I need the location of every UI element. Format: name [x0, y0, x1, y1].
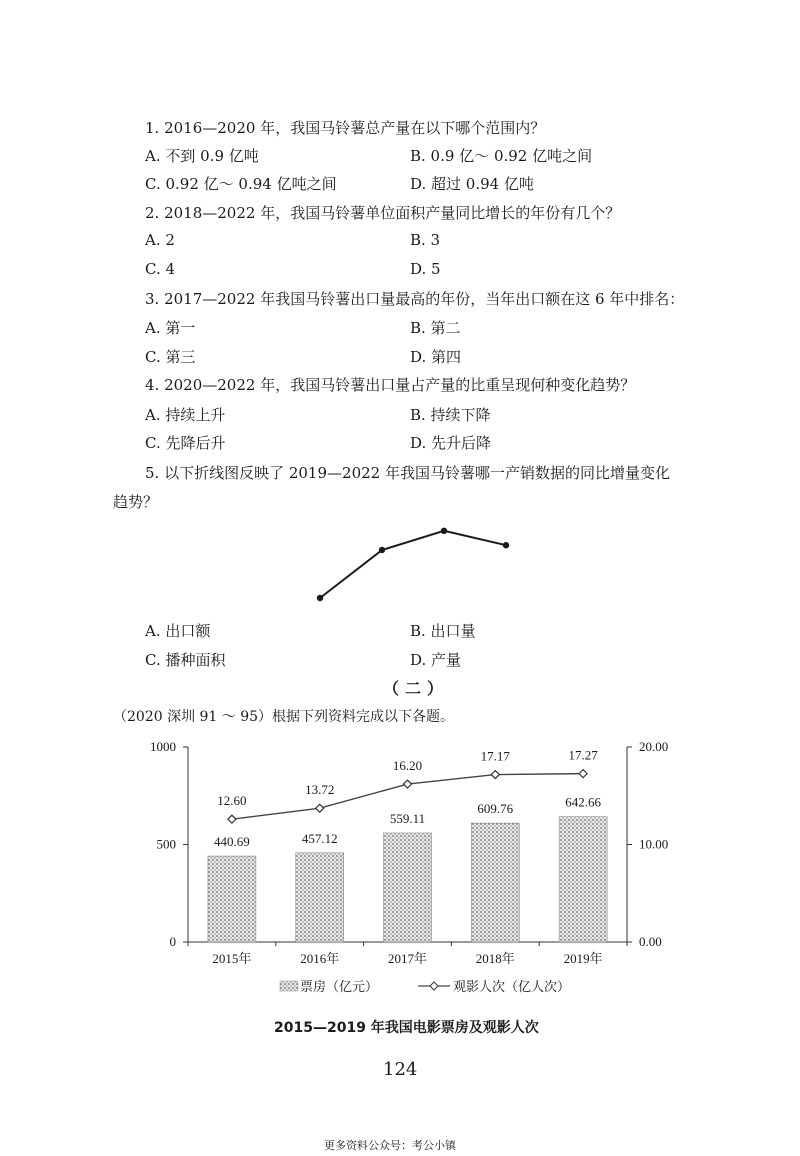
q4-option-c: C. 先降后升: [145, 434, 226, 452]
q5-option-a: A. 出口额: [145, 622, 211, 640]
q5-option-d: D. 产量: [410, 651, 462, 669]
question-4: 4. 2020—2022 年，我国马铃薯出口量占产量的比重呈现何种变化趋势？: [145, 376, 636, 394]
q2-option-d: D. 5: [410, 260, 441, 278]
legend-line-marker: [430, 982, 438, 990]
category-label: 2019年: [563, 951, 603, 966]
box-office-bar: [384, 833, 432, 942]
category-label: 2015年: [212, 951, 252, 966]
section-title: （二）: [383, 679, 450, 698]
q1-option-b: B. 0.9 亿～ 0.92 亿吨之间: [410, 147, 593, 165]
q5-option-b: B. 出口量: [410, 622, 476, 640]
attendance-marker: [316, 804, 324, 812]
bar-value-label: 642.66: [565, 794, 601, 810]
trend-point: [317, 595, 323, 601]
trend-line-chart: [300, 510, 530, 610]
bar-value-label: 440.69: [214, 834, 250, 850]
q2-option-b: B. 3: [410, 231, 441, 249]
bar-value-label: 559.11: [389, 810, 426, 826]
legend-bar-label: 票房（亿元）: [300, 979, 379, 994]
q1-option-d: D. 超过 0.94 亿吨: [410, 175, 534, 193]
category-label: 2017年: [387, 951, 428, 966]
q5-option-c: C. 播种面积: [145, 651, 226, 669]
question-1: 1. 2016—2020 年，我国马铃薯总产量在以下哪个范围内？: [145, 119, 546, 137]
trend-point: [441, 528, 447, 534]
category-label: 2018年: [475, 951, 515, 966]
question-5-line2: 趋势？: [113, 493, 159, 511]
legend-bar-swatch: [280, 981, 298, 991]
q4-option-a: A. 持续上升: [145, 406, 226, 424]
left-tick-label: 0: [169, 934, 176, 949]
box-office-bar: [471, 823, 519, 942]
attendance-marker: [404, 780, 412, 788]
bar-value-label: 457.12: [301, 830, 338, 846]
q2-option-c: C. 4: [145, 260, 176, 278]
box-office-bar: [296, 853, 344, 942]
right-tick-label: 10.00: [639, 836, 669, 852]
line-value-label: 17.27: [568, 747, 598, 763]
attendance-marker: [579, 770, 587, 778]
question-5-line1: 5. 以下折线图反映了 2019—2022 年我国马铃薯哪一产销数据的同比增量变化: [145, 464, 670, 482]
source-line: （2020 深圳 91 ～ 95）根据下列资料完成以下各题。: [113, 709, 455, 725]
attendance-marker: [491, 771, 499, 779]
q4-option-d: D. 先升后降: [410, 434, 492, 452]
attendance-marker: [228, 815, 236, 823]
q3-option-b: B. 第二: [410, 319, 461, 337]
trend-point: [503, 542, 509, 548]
q3-option-a: A. 第一: [145, 319, 196, 337]
q3-option-d: D. 第四: [410, 348, 462, 366]
line-value-label: 17.17: [480, 748, 510, 764]
box-office-bar: [559, 817, 607, 942]
right-tick-label: 0.00: [639, 934, 662, 949]
left-tick-label: 500: [156, 836, 176, 852]
legend-line-label: 观影人次（亿人次）: [453, 979, 571, 994]
question-3: 3. 2017—2022 年我国马铃薯出口量最高的年份，当年出口额在这 6 年中排名：: [145, 290, 685, 308]
footer-text: 更多资料公众号：考公小镇: [324, 1139, 456, 1152]
q1-option-c: C. 0.92 亿～ 0.94 亿吨之间: [145, 175, 337, 193]
box-office-bar: [208, 856, 256, 942]
line-value-label: 12.60: [217, 793, 247, 809]
bar-value-label: 609.76: [477, 801, 514, 817]
q2-option-a: A. 2: [145, 231, 175, 249]
trend-point: [379, 547, 385, 553]
question-2: 2. 2018—2022 年，我国马铃薯单位面积产量同比增长的年份有几个？: [145, 204, 621, 222]
page-number: 124: [383, 1059, 418, 1080]
q4-option-b: B. 持续下降: [410, 406, 491, 424]
left-tick-label: 1000: [150, 739, 176, 754]
line-value-label: 13.72: [305, 782, 335, 798]
combo-chart: [140, 735, 680, 1005]
category-label: 2016年: [300, 951, 340, 966]
trend-line: [320, 531, 506, 598]
right-tick-label: 20.00: [639, 739, 669, 754]
q1-option-a: A. 不到 0.9 亿吨: [145, 147, 259, 165]
chart-caption: 2015—2019 年我国电影票房及观影人次: [274, 1020, 539, 1036]
line-value-label: 16.20: [392, 758, 423, 774]
q3-option-c: C. 第三: [145, 348, 196, 366]
